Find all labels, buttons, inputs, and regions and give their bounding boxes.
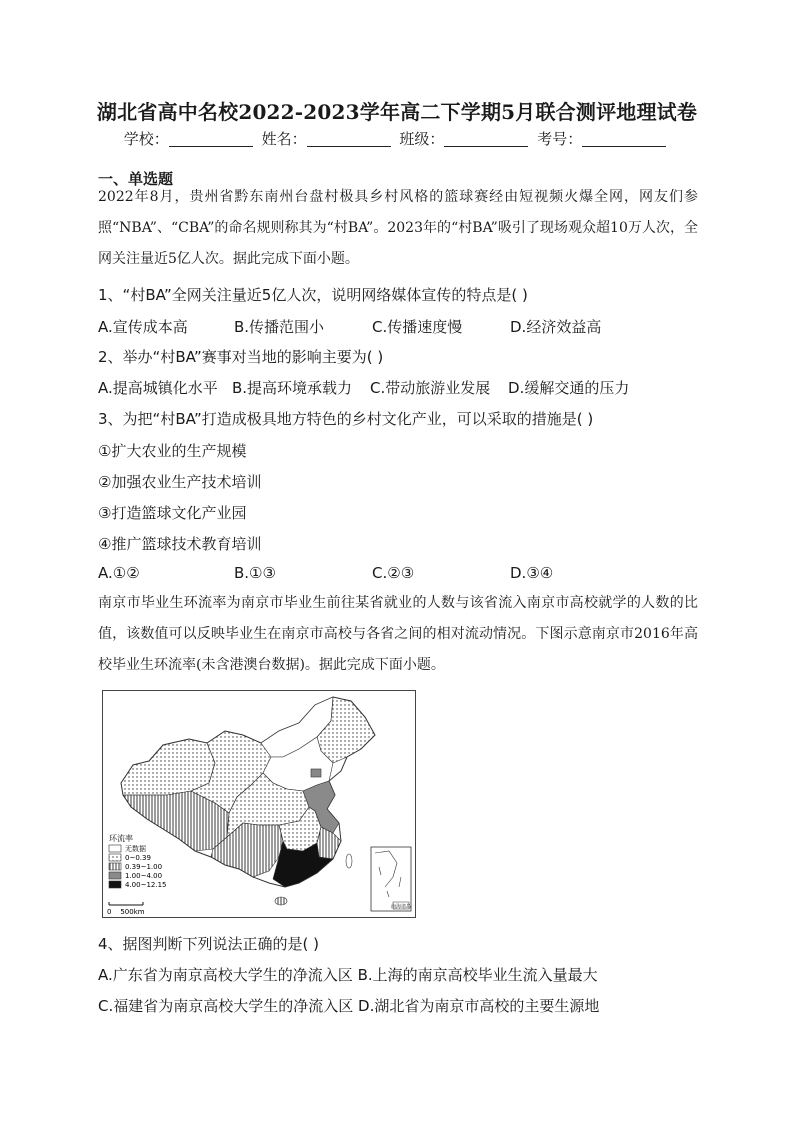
legend-label-none: 无数据 bbox=[125, 845, 146, 853]
school-label: 学校： bbox=[123, 130, 169, 148]
scale-label: 0 500km bbox=[107, 908, 145, 916]
passage-nanjing-graduates: 南京市毕业生环流率为南京市毕业生前往某省就业的人数与该省流入南京市高校就学的人数的比值，该数值可以反映毕业生在南京市高校与各省之间的相对流动情况。下图示意南京市2016年高校毕业生环流率(未含港澳台数据)。据此完成下面小题。 bbox=[98, 595, 698, 673]
passage-village-ba: 2022年8月，贵州省黔东南州台盘村极具乡村风格的篮球赛经由短视频火爆全网，网友们参照“NBA”、“CBA”的命名规则称其为“村BA”。2023年的“村BA”吸引了现场观众超10万人次，全网关注量近5亿人次。据此完成下面小题。 bbox=[98, 189, 698, 267]
number-field[interactable] bbox=[582, 132, 666, 147]
exam-title: 湖北省高中名校2022-2023学年高二下学期5月联合测评地理试卷 bbox=[96, 100, 698, 124]
q3-item-4: ④推广篮球技术教育培训 bbox=[98, 535, 262, 553]
q3-option-c[interactable]: C.②③ bbox=[372, 564, 415, 582]
legend-swatch-2 bbox=[109, 863, 121, 870]
q2-option-b[interactable]: B.提高环境承载力 bbox=[232, 379, 353, 397]
q4-option-d[interactable]: D.湖北省为南京市高校的主要生源地 bbox=[358, 997, 600, 1015]
name-field[interactable] bbox=[307, 132, 391, 147]
q4-row-1 bbox=[98, 964, 598, 985]
china-graduate-circulation-map bbox=[102, 690, 416, 918]
q4-option-b[interactable]: B.上海的南京高校毕业生流入量最大 bbox=[357, 966, 598, 984]
question-3-stem: 3、为把“村BA”打造成极具地方特色的乡村文化产业，可以采取的措施是( ) bbox=[98, 410, 594, 428]
legend-swatch-3 bbox=[109, 872, 121, 879]
q4-option-c[interactable]: C.福建省为南京高校大学生的净流入区 bbox=[98, 997, 354, 1015]
q1-option-a[interactable]: A.宣传成本高 bbox=[98, 318, 188, 336]
region-taiwan bbox=[346, 854, 352, 868]
class-label: 班级： bbox=[399, 130, 445, 148]
name-label: 姓名： bbox=[261, 130, 307, 148]
q4-option-a[interactable]: A.广东省为南京高校大学生的净流入区 bbox=[98, 966, 353, 984]
q3-option-a[interactable]: A.①② bbox=[98, 564, 140, 582]
school-field[interactable] bbox=[169, 132, 253, 147]
q1-option-c[interactable]: C.传播速度慢 bbox=[372, 318, 463, 336]
q4-row-2 bbox=[98, 995, 599, 1016]
legend-title: 环流率 bbox=[109, 834, 133, 843]
q2-option-a[interactable]: A.提高城镇化水平 bbox=[98, 379, 218, 397]
region-beijing bbox=[311, 769, 321, 777]
q3-item-1: ①扩大农业的生产规模 bbox=[98, 442, 247, 460]
question-2-stem: 2、举办“村BA”赛事对当地的影响主要为( ) bbox=[98, 348, 384, 366]
question-4-stem: 4、据图判断下列说法正确的是( ) bbox=[98, 935, 320, 953]
legend-swatch-none bbox=[109, 845, 121, 852]
legend-label-3: 1.00~4.00 bbox=[125, 872, 163, 880]
legend bbox=[109, 844, 167, 889]
q3-item-3: ③打造篮球文化产业园 bbox=[98, 504, 247, 522]
student-info-row bbox=[0, 128, 794, 149]
map-graphic bbox=[103, 691, 415, 917]
q3-item-2: ②加强农业生产技术培训 bbox=[98, 473, 262, 491]
legend-label-2: 0.39~1.00 bbox=[125, 863, 163, 871]
q3-option-b[interactable]: B.①③ bbox=[234, 564, 276, 582]
question-1-stem: 1、“村BA”全网关注量近5亿人次，说明网络媒体宣传的特点是( ) bbox=[98, 286, 528, 304]
legend-swatch-4 bbox=[109, 881, 121, 888]
q1-option-d[interactable]: D.经济效益高 bbox=[510, 318, 602, 336]
class-field[interactable] bbox=[444, 132, 528, 147]
legend-label-1: 0~0.39 bbox=[125, 854, 151, 862]
q1-option-b[interactable]: B.传播范围小 bbox=[234, 318, 325, 336]
south-china-sea-inset bbox=[371, 847, 411, 911]
legend-label-4: 4.00~12.15 bbox=[125, 881, 167, 889]
section-heading: 一、单选题 bbox=[98, 170, 174, 188]
inset-label: 南海诸岛 bbox=[390, 904, 412, 910]
region-hainan bbox=[275, 897, 287, 905]
q2-option-c[interactable]: C.带动旅游业发展 bbox=[370, 379, 491, 397]
number-label: 考号： bbox=[537, 130, 583, 148]
q3-option-d[interactable]: D.③④ bbox=[510, 564, 554, 582]
q2-option-d[interactable]: D.缓解交通的压力 bbox=[508, 379, 630, 397]
legend-swatch-1 bbox=[109, 854, 121, 861]
